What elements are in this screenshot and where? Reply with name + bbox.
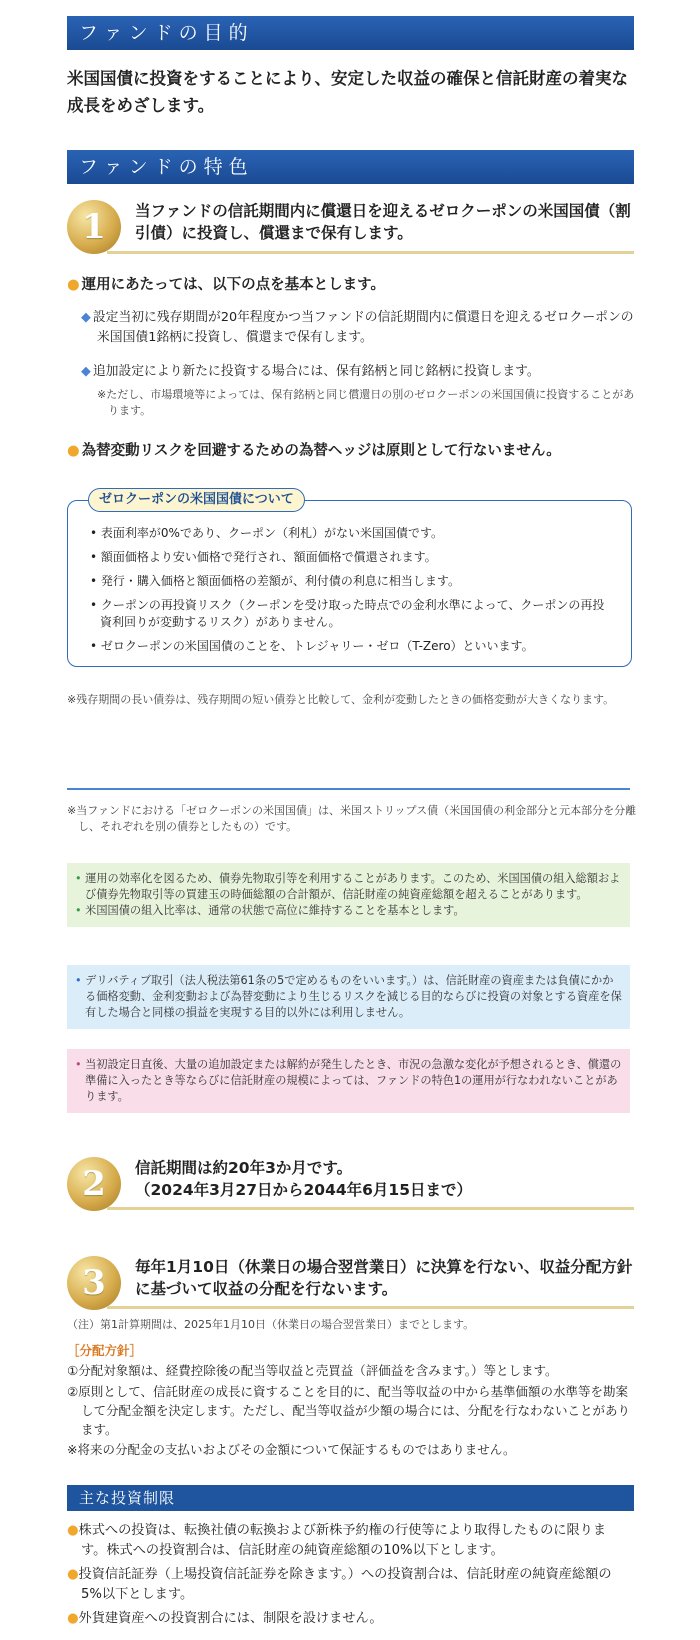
list-item: • デリバティブ取引（法人税法第61条の5で定めるものをいいます。）は、信託財産の資産または負債にかかる価格変動、金利変動および為替変動により生じるリスクを減じる目的ならびに投資の対象とする資産を保有した場合と同様の損益を実現する目的以外には利用しません。 — [75, 973, 622, 1021]
zero-coupon-box-label: ゼロクーポンの米国国債について — [88, 488, 305, 512]
feature-1-number-badge: 1 — [67, 200, 121, 254]
bullet-icon: ● — [67, 1611, 79, 1626]
residual-period-note: ※残存期間の長い債券は、残存期間の短い債券と比較して、金利が変動したときの価格変動が大きくなります。 — [67, 693, 615, 706]
zero-coupon-info-box — [67, 492, 632, 667]
blue-info-panel — [67, 965, 630, 1029]
purpose-heading-text: ファンドの目的 — [79, 22, 254, 44]
list-item: • 当初設定日直後、大量の追加設定または解約が発生したとき、市況の急激な変化が予想されるとき、償還の準備に入ったとき等ならびに信託財産の規模によっては、ファンドの特色1の運用が行なわれないことがあります。 — [75, 1057, 622, 1105]
feature-1-main-bullet: ● 運用にあたっては、以下の点を基本とします。 — [67, 274, 634, 296]
purpose-heading — [67, 16, 634, 50]
list-item: • 発行・購入価格と額面価格の差額が、利付債の利息に相当します。 — [90, 573, 610, 590]
first-period-note: （注）第1計算期間は、2025年1月10日（休業日の場合翌営業日）までとします。 — [67, 1318, 475, 1331]
list-item: • 米国国債の組入比率は、通常の状態で高位に維持することを基本とします。 — [75, 903, 622, 919]
feature-1-sub-note: ※ただし、市場環境等によっては、保有銘柄と同じ償還日の別のゼロクーポンの米国国債に投資することがあります。 — [97, 388, 635, 417]
strips-note: ※当ファンドにおける「ゼロクーポンの米国国債」は、米国ストリップス債（米国国債の利金部分と元本部分を分離し、それぞれを別の債券としたもの）です。 — [67, 804, 637, 833]
distribution-policy-note: ※将来の分配金の支払いおよびその金額について保証するものではありません。 — [67, 1442, 516, 1457]
features-heading — [67, 150, 634, 184]
feature-1 — [67, 200, 634, 260]
feature-3-underline — [107, 1306, 634, 1309]
feature-1-sub-bullet-2: ◆ 追加設定により新たに投資する場合には、保有銘柄と同じ銘柄に投資します。 — [81, 362, 642, 382]
list-item: • クーポンの再投資リスク（クーポンを受け取った時点での金利水準によって、クーポンの再投資利回りが変動するリスク）がありません。 — [90, 597, 610, 631]
feature-2-title — [135, 1157, 634, 1201]
limit-item-2-text: 投資信託証券（上場投資信託証券を除きます。）への投資割合は、信託財産の純資産総額の5%以下とします。 — [78, 1567, 612, 1602]
list-item: • 運用の効率化を図るため、債券先物取引等を利用することがあります。このため、米国国債の組入総額および債券先物取引等の買建玉の時価総額の合計額が、信託財産の純資産総額を超えることがあります。 — [75, 871, 622, 903]
feature-1-sub-bullet-1: ◆ 設定当初に残存期間が20年程度かつ当ファンドの信託期間内に償還日を迎えるゼロクーポンの米国国債1銘柄に投資し、償還まで保有します。 — [81, 308, 642, 348]
feature-3 — [67, 1256, 634, 1316]
feature-2 — [67, 1157, 634, 1217]
limits-heading-text: 主な投資制限 — [79, 1489, 176, 1507]
feature-2-title-line-1: 信託期間は約20年3か月です。 — [135, 1159, 353, 1177]
zero-coupon-list — [90, 525, 610, 662]
limit-item-3-text: 外貨建資産への投資割合には、制限を設けません。 — [78, 1611, 383, 1626]
feature-2-title-line-2: （2024年3月27日から2044年6月15日まで） — [135, 1181, 472, 1199]
distribution-policy-1: ①分配対象額は、経費控除後の配当等収益と売買益（評価益を含みます。）等とします。 — [67, 1363, 558, 1378]
limits-heading — [67, 1485, 634, 1511]
list-item: • ゼロクーポンの米国国債のことを、トレジャリー・ゼロ（T-Zero）といいます。 — [90, 638, 610, 655]
limit-item-1-text: 株式への投資は、転換社債の転換および新株予約権の行使等により取得したものに限ります。株式への投資割合は、信託財産の純資産総額の10%以下とします。 — [78, 1523, 607, 1558]
bullet-icon: ● — [67, 1567, 79, 1582]
bullet-icon: ● — [67, 1523, 79, 1538]
feature-2-number-badge: 2 — [67, 1157, 121, 1211]
features-heading-text: ファンドの特色 — [79, 156, 254, 178]
purpose-text: 米国国債に投資をすることにより、安定した収益の確保と信託財産の着実な成長をめざします。 — [67, 69, 628, 115]
limit-item-3 — [67, 1609, 630, 1629]
feature-3-number-badge: 3 — [67, 1256, 121, 1310]
list-item: • 額面価格より安い価格で発行され、額面価格で償還されます。 — [90, 549, 610, 566]
distribution-policy-2: ②原則として、信託財産の成長に資することを目的に、配当等収益の中から基準価額の水準等を勘案して分配金額を決定します。ただし、配当等収益が少額の場合には、分配を行なわないことがあります。 — [67, 1384, 631, 1437]
feature-2-underline — [107, 1207, 634, 1210]
pink-info-panel — [67, 1049, 630, 1113]
divider — [67, 788, 630, 790]
green-info-panel — [67, 863, 630, 927]
feature-3-title: 毎年1月10日（休業日の場合翌営業日）に決算を行ない、収益分配方針に基づいて収益の分配を行ないます。 — [135, 1258, 633, 1298]
feature-1-underline — [107, 251, 634, 254]
list-item: • 表面利率が0%であり、クーポン（利札）がない米国国債です。 — [90, 525, 610, 542]
distribution-policy-heading: ［分配方針］ — [67, 1343, 143, 1358]
limit-item-1 — [67, 1521, 630, 1561]
limit-item-2 — [67, 1565, 630, 1605]
hedge-bullet: ● 為替変動リスクを回避するための為替ヘッジは原則として行ないません。 — [67, 440, 634, 462]
feature-1-title: 当ファンドの信託期間内に償還日を迎えるゼロクーポンの米国国債（割引債）に投資し、償還まで保有します。 — [135, 202, 631, 242]
